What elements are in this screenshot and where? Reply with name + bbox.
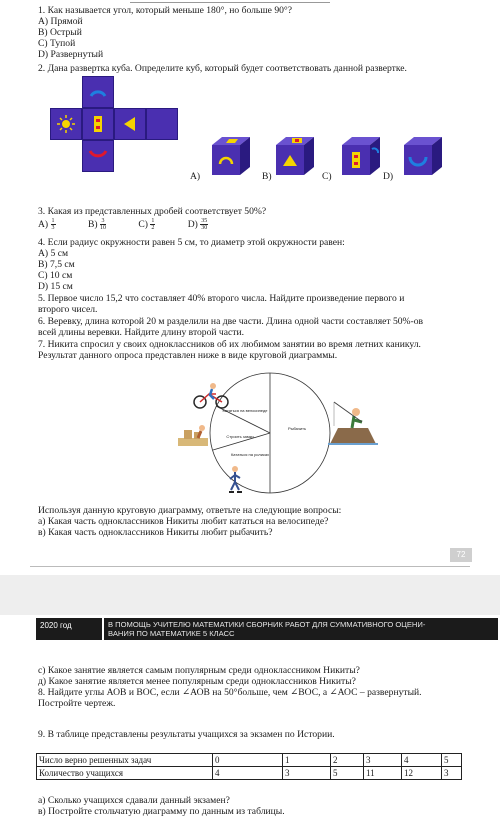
q1-option-b: В) Острый [38, 27, 82, 38]
page-gap [0, 575, 500, 615]
q4-option-a: А) 5 см [38, 248, 69, 259]
q3-option-b: В) $\frac{3}{10}$ [87, 218, 106, 231]
q4-option-c: С) 10 см [38, 270, 73, 281]
cube-option-b [272, 133, 318, 179]
table-cell: 12 [402, 767, 442, 780]
q6-line-1: 6. Веревку, длина которой 20 м разделили на две части. Длина одной части составляет 50%-ов [38, 316, 424, 327]
q8-line-1: 8. Найдите углы АОВ и ВОС, если ∠АОВ на 50°больше, чем ∠ВОС, а ∠АОС – развернутый. [38, 687, 422, 698]
table-row [37, 767, 462, 780]
domino-icon [83, 109, 113, 139]
q7-question-c: с) Какое занятие является самым популярным среди одноклассником Никиты? [38, 665, 360, 676]
sun-icon [51, 109, 81, 139]
table-cell: 5 [331, 767, 364, 780]
table-cell: 5 [442, 754, 462, 767]
q7-line-2: Результат данного опроса представлен ниже в виде круговой диаграммы. [38, 350, 338, 361]
q3-options [38, 218, 208, 232]
cube-label-c: С) [322, 171, 332, 182]
table-cell: 1 [283, 754, 331, 767]
q7-line-1: 7. Никита спросил у своих одноклассников об их любимом занятии во время летних каникул. [38, 339, 421, 350]
table-cell: 4 [402, 754, 442, 767]
q4-text: 4. Если радиус окружности равен 5 см, то диаметр этой окружности равен: [38, 237, 345, 248]
table-cell: 4 [213, 767, 283, 780]
arc-up-icon [83, 77, 113, 107]
pie-label-sand: Строить замки [226, 434, 254, 439]
header-year: 2020 год [36, 618, 102, 640]
row-label-solved: Число верно решенных задач [37, 754, 213, 767]
net-face-right [114, 108, 146, 140]
q5-line-2: второго чисел. [38, 304, 98, 315]
q3-option-d: D) $\frac{35}{30}$ [187, 218, 208, 231]
triangle-left-icon [115, 109, 145, 139]
pie-label-run: Кататься на роликах [230, 452, 270, 457]
q1-text: 1. Как называется угол, который меньше 180°, но больше 90°? [38, 5, 293, 16]
q9-question-a: а) Сколько учащихся сдавали данный экзамен? [38, 795, 230, 806]
table-cell: 3 [442, 767, 462, 780]
net-face-center [82, 108, 114, 140]
q9-text: 9. В таблице представлены результаты учащихся за экзамен по Истории. [38, 729, 335, 740]
q1-option-d: D) Развернутый [38, 49, 104, 60]
cube-label-b: В) [262, 171, 272, 182]
page-footer-line [30, 545, 470, 567]
q7-use-text: Используя данную круговую диаграмму, ответьте на следующие вопросы: [38, 505, 342, 516]
table-cell: 11 [364, 767, 402, 780]
table-cell: 3 [283, 767, 331, 780]
history-results-table [36, 753, 462, 780]
crescent-icon [147, 109, 177, 139]
pie-label-bike: Кататься на велосипеде [222, 408, 268, 413]
header-book-line-2: ВАНИЯ ПО МАТЕМАТИКЕ 5 КЛАСС [108, 629, 235, 638]
row-label-students: Количество учащихся [37, 767, 213, 780]
cube-label-a: А) [190, 171, 201, 182]
q5-line-1: 5. Первое число 15,2 что составляет 40% второго числа. Найдите произведение первого и [38, 293, 405, 304]
cube-option-d [400, 133, 446, 179]
table-cell: 3 [364, 754, 402, 767]
q7-question-d: д) Какое занятие является менее популярным среди одноклассников Никиты? [38, 676, 356, 687]
q1-option-a: А) Прямой [38, 16, 83, 27]
fisherman-illustration [328, 398, 378, 446]
cropped-top-line [130, 0, 330, 3]
net-face-back [146, 108, 178, 140]
pie-label-fish: Рыбачить [287, 426, 307, 431]
skater-illustration [227, 465, 243, 495]
q9-question-b: в) Постройте стольчатую диаграмму по данным из таблицы. [38, 806, 285, 817]
cyclist-illustration [192, 382, 232, 410]
q2-text: 2. Дана развертка куба. Определите куб, который будет соответствовать данной развертке. [38, 63, 407, 74]
sandcastle-illustration [176, 422, 210, 448]
q8-line-2: Постройте чертеж. [38, 698, 116, 709]
q1-option-c: С) Тупой [38, 38, 76, 49]
net-face-top [82, 76, 114, 108]
net-face-left [50, 108, 82, 140]
table-cell: 0 [213, 754, 283, 767]
table-row [37, 754, 462, 767]
cube-option-c [338, 133, 384, 179]
q3-option-a: А) $\frac{1}{3}$ [38, 218, 55, 231]
net-face-bottom [82, 140, 114, 172]
q3-option-c: С) $\frac{1}{2}$ [138, 218, 155, 231]
q4-option-d: D) 15 см [38, 281, 73, 292]
table-cell: 2 [331, 754, 364, 767]
cube-label-d: D) [383, 171, 394, 182]
arc-down-icon [83, 141, 113, 171]
q3-text: 3. Какая из представленных дробей соответствует 50%? [38, 206, 267, 217]
q6-line-2: всей длины веревки. Найдите длину второй части. [38, 327, 244, 338]
cube-option-a [208, 133, 254, 179]
header-book-title [104, 618, 498, 640]
q7-question-a: а) Какая часть одноклассников Никиты любит кататься на велосипеде? [38, 516, 329, 527]
header-book-line-1: В ПОМОЩЬ УЧИТЕЛЮ МАТЕМАТИКИ СБОРНИК РАБОТ ДЛЯ СУММАТИВНОГО ОЦЕНИ- [108, 620, 426, 629]
page-number: 72 [450, 548, 472, 562]
q7-question-b: в) Какая часть одноклассников Никиты любит рыбачить? [38, 527, 273, 538]
q4-option-b: В) 7,5 см [38, 259, 75, 270]
